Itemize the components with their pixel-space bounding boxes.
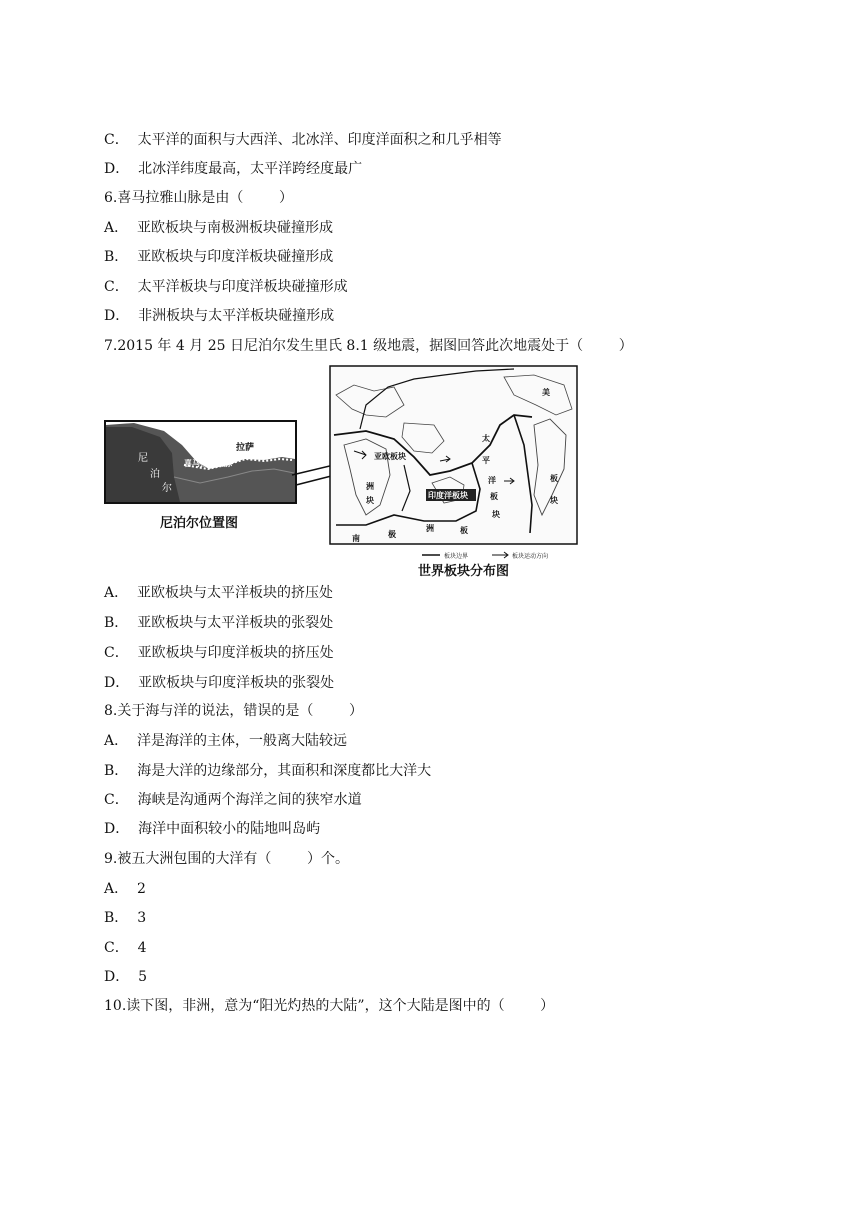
pacific-label-4: 板: [490, 491, 498, 501]
nepal-char-2: 泊: [150, 469, 160, 480]
legend-boundary-label: 板块边界: [444, 553, 469, 560]
nepal-map-caption: 尼泊尔位置图: [160, 516, 239, 531]
samerica-label-1: 板: [550, 473, 558, 483]
question-7: 7.2015 年 4 月 25 日尼泊尔发生里氏 8.1 级地震，据图回答此次地震处于（ ）: [104, 338, 633, 354]
world-plate-map: [330, 366, 577, 560]
eurasia-plate-label: 亚欧板块: [374, 451, 406, 461]
plate-figure-svg: [104, 365, 804, 580]
nepal-char-1: 尼: [138, 453, 148, 464]
option-7b: B． 亚欧板块与太平洋板块的张裂处: [104, 615, 334, 631]
pacific-label-1: 太: [482, 433, 490, 443]
option-6d: D． 非洲板块与太平洋板块碰撞形成: [104, 308, 335, 324]
legend-motion-label: 板块运动方向: [512, 553, 549, 560]
nepal-location-map: [104, 365, 804, 580]
namerica-label: 美: [542, 387, 550, 397]
option-6c: C． 太平洋板块与印度洋板块碰撞形成: [104, 279, 348, 295]
question-10: 10.读下图，非洲，意为“阳光灼热的大陆”，这个大陆是图中的（ ）: [104, 998, 555, 1014]
option-7c: C． 亚欧板块与印度洋板块的挤压处: [104, 645, 334, 661]
option-5c: C． 太平洋的面积与大西洋、北冰洋、印度洋面积之和几乎相等: [104, 132, 502, 148]
himalaya-label: 喜马拉雅山脉: [184, 458, 232, 468]
antarctic-label-1: 南: [352, 533, 360, 543]
lhasa-label: 拉萨: [236, 443, 255, 453]
antarctic-label-4: 板: [460, 525, 468, 535]
indian-plate-label: 印度洋板块: [428, 490, 468, 500]
antarctic-label-2: 极: [388, 529, 396, 539]
nepal-char-3: 尔: [162, 483, 172, 494]
option-5d: D． 北冰洋纬度最高，太平洋跨经度最广: [104, 161, 363, 177]
option-6a: A． 亚欧板块与南极洲板块碰撞形成: [104, 220, 334, 236]
antarctic-label-3: 洲: [426, 523, 434, 533]
nepal-map: [105, 421, 296, 503]
option-9b: B． 3: [104, 910, 147, 926]
africa-label-1: 洲: [366, 481, 374, 491]
option-6b: B． 亚欧板块与印度洋板块碰撞形成: [104, 249, 334, 265]
pacific-label-3: 洋: [488, 475, 496, 485]
option-8a: A． 洋是海洋的主体，一般离大陆较远: [104, 733, 348, 749]
option-8b: B． 海是大洋的边缘部分，其面积和深度都比大洋大: [104, 763, 432, 779]
question-9: 9.被五大洲包围的大洋有（ ）个。: [104, 851, 349, 867]
samerica-label-2: 块: [550, 495, 558, 505]
option-7a: A． 亚欧板块与太平洋板块的挤压处: [104, 585, 334, 601]
option-9d: D． 5: [104, 969, 148, 985]
question-6: 6.喜马拉雅山脉是由（ ）: [104, 190, 293, 206]
pacific-label-5: 块: [492, 509, 500, 519]
pacific-label-2: 平: [482, 455, 490, 465]
option-8c: C． 海峡是沟通两个海洋之间的狭窄水道: [104, 792, 362, 808]
question-8: 8.关于海与洋的说法，错误的是（ ）: [104, 703, 363, 719]
africa-label-2: 块: [366, 495, 374, 505]
option-9a: A． 2: [104, 881, 146, 897]
option-8d: D． 海洋中面积较小的陆地叫岛屿: [104, 821, 321, 837]
option-9c: C． 4: [104, 940, 147, 956]
option-7d: D． 亚欧板块与印度洋板块的张裂处: [104, 675, 335, 691]
world-map-caption: 世界板块分布图: [418, 564, 510, 579]
